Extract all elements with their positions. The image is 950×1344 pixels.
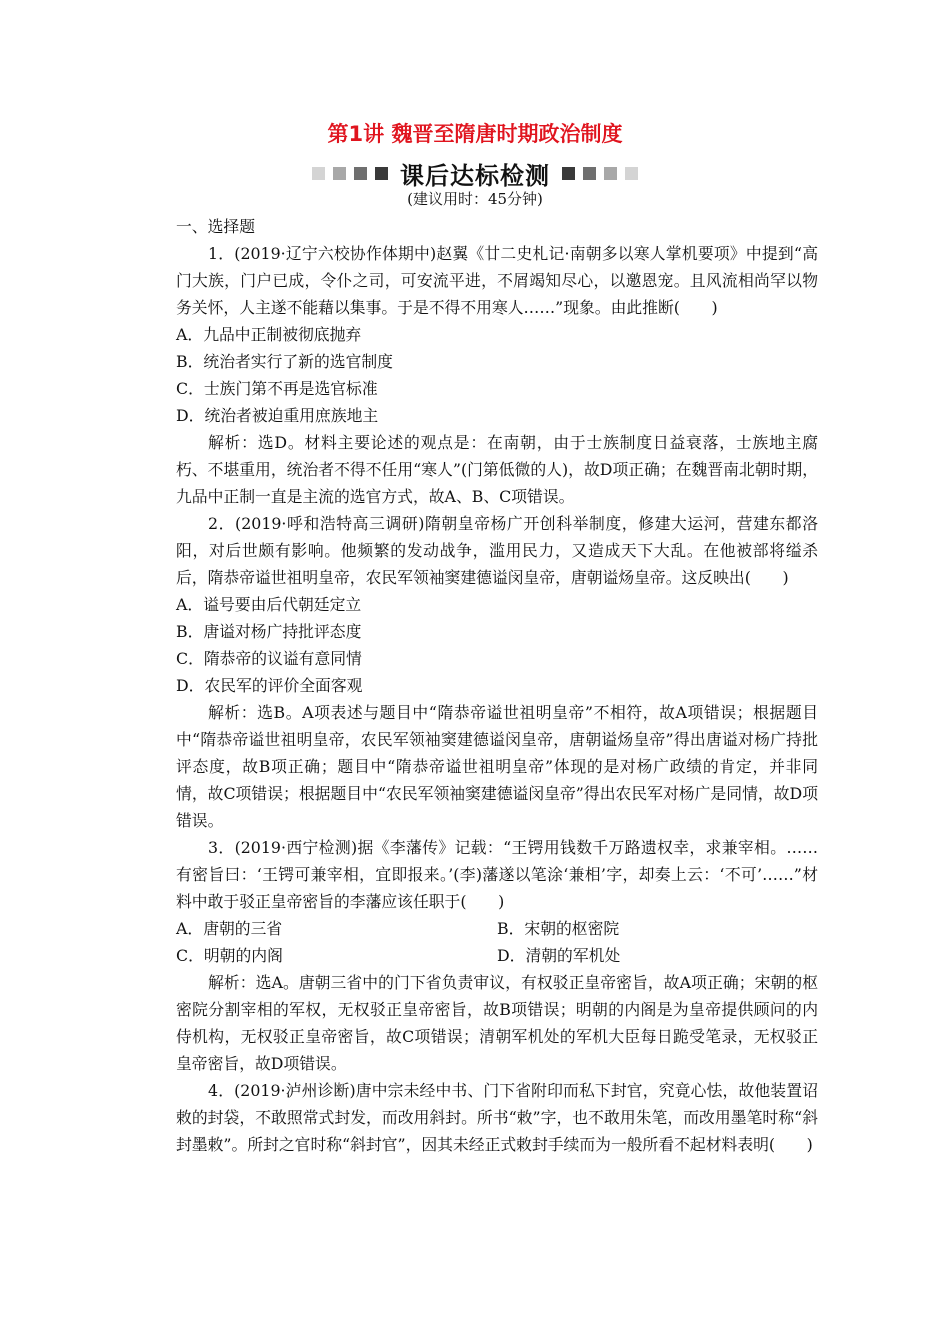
question-content [176, 213, 818, 1158]
decor-square [354, 167, 367, 180]
question-3-option-b: B．宋朝的枢密院 [497, 919, 620, 938]
question-1-option-c: C．士族门第不再是选官标准 [176, 379, 378, 398]
banner-squares-right [558, 167, 642, 180]
question-2-option-a: A．谥号要由后代朝廷定立 [176, 595, 362, 614]
decor-square [375, 167, 388, 180]
question-3-stem: 3．(2019·西宁检测)据《李藩传》记载：“王锷用钱数千万路遗权幸，求兼宰相。……有密旨曰：‘王锷可兼宰相，宜即报来。’(李)藩遂以笔涂‘兼相’字，却奏上云：‘不可’……”材料中敢于驳正皇帝密旨的李藩应该任职于( ) [176, 838, 818, 911]
question-3-options-row-2 [176, 942, 818, 969]
question-3-option-c: C．明朝的内阁 [176, 946, 283, 965]
section-heading: 一、选择题 [176, 217, 255, 236]
question-1-option-b: B．统治者实行了新的选官制度 [176, 352, 393, 371]
question-2-analysis: 解析：选B。A项表述与题目中“隋恭帝谥世祖明皇帝”不相符，故A项错误；根据题目中“隋恭帝谥世祖明皇帝，农民军领袖窦建德谥闵皇帝，唐朝谥炀皇帝”得出唐谥对杨广持批评态度，故B项正确；题目中“隋恭帝谥世祖明皇帝”体现的是对杨广政绩的肯定，并非同情，故C项错误；根据题目中“农民军领袖窦建德谥闵皇帝”得出农民军对杨广是同情，故D项错误。 [176, 703, 818, 830]
banner-squares-left [308, 167, 392, 180]
question-3-options-row-1 [176, 915, 818, 942]
question-1-stem: 1．(2019·辽宁六校协作体期中)赵翼《廿二史札记·南朝多以寒人掌机要项》中提到“高门大族，门户已成，令仆之司，可安流平进，不屑竭知尽心，以邀恩宠。且风流相尚罕以物务关怀，人主遂不能藉以集事。于是不得不用寒人……”现象。由此推断( ) [176, 244, 818, 317]
question-4-stem: 4．(2019·泸州诊断)唐中宗未经中书、门下省附印而私下封官，究竟心怯，故他装置诏敕的封袋，不敢照常式封发，而改用斜封。所书“敕”字，也不敢用朱笔，而改用墨笔时称“斜封墨敕”。所封之官时称“斜封官”，因其未经正式敕封手续而为一般所看不起材料表明( ) [176, 1081, 818, 1154]
question-1-option-a: A．九品中正制被彻底抛弃 [176, 325, 362, 344]
question-2-stem: 2．(2019·呼和浩特高三调研)隋朝皇帝杨广开创科举制度，修建大运河，营建东都洛阳，对后世颇有影响。他频繁的发动战争，滥用民力，又造成天下大乱。在他被部将缢杀后，隋恭帝谥世祖明皇帝，农民军领袖窦建德谥闵皇帝，唐朝谥炀皇帝。这反映出( ) [176, 514, 818, 587]
decor-square [562, 167, 575, 180]
question-3-option-a: A．唐朝的三省 [176, 919, 283, 938]
question-2-option-d: D．农民军的评价全面客观 [176, 676, 363, 695]
lesson-title: 第1讲 魏晋至隋唐时期政治制度 [327, 122, 623, 146]
decor-square [583, 167, 596, 180]
banner-title: 课后达标检测 [400, 161, 550, 190]
decor-square [312, 167, 325, 180]
question-2-option-b: B．唐谥对杨广持批评态度 [176, 622, 362, 641]
question-1-option-d: D．统治者被迫重用庶族地主 [176, 406, 379, 425]
decor-square [604, 167, 617, 180]
question-2-option-c: C．隋恭帝的议谥有意同情 [176, 649, 362, 668]
decor-square [625, 167, 638, 180]
question-3-option-d: D．清朝的军机处 [497, 946, 621, 965]
question-3-analysis: 解析：选A。唐朝三省中的门下省负责审议，有权驳正皇帝密旨，故A项正确；宋朝的枢密院分割宰相的军权，无权驳正皇帝密旨，故B项错误；明朝的内阁是为皇帝提供顾问的内侍机构，无权驳正皇帝密旨，故C项错误；清朝军机处的军机大臣每日跪受笔录，无权驳正皇帝密旨，故D项错误。 [176, 973, 818, 1073]
decor-square [333, 167, 346, 180]
question-1-analysis: 解析：选D。材料主要论述的观点是：在南朝，由于士族制度日益衰落，士族地主腐朽、不堪重用，统治者不得不任用“寒人”(门第低微的人)，故D项正确；在魏晋南北朝时期，九品中正制一直是主流的选官方式，故A、B、C项错误。 [176, 433, 818, 506]
time-note: (建议用时：45分钟) [407, 190, 543, 208]
banner [0, 158, 950, 188]
